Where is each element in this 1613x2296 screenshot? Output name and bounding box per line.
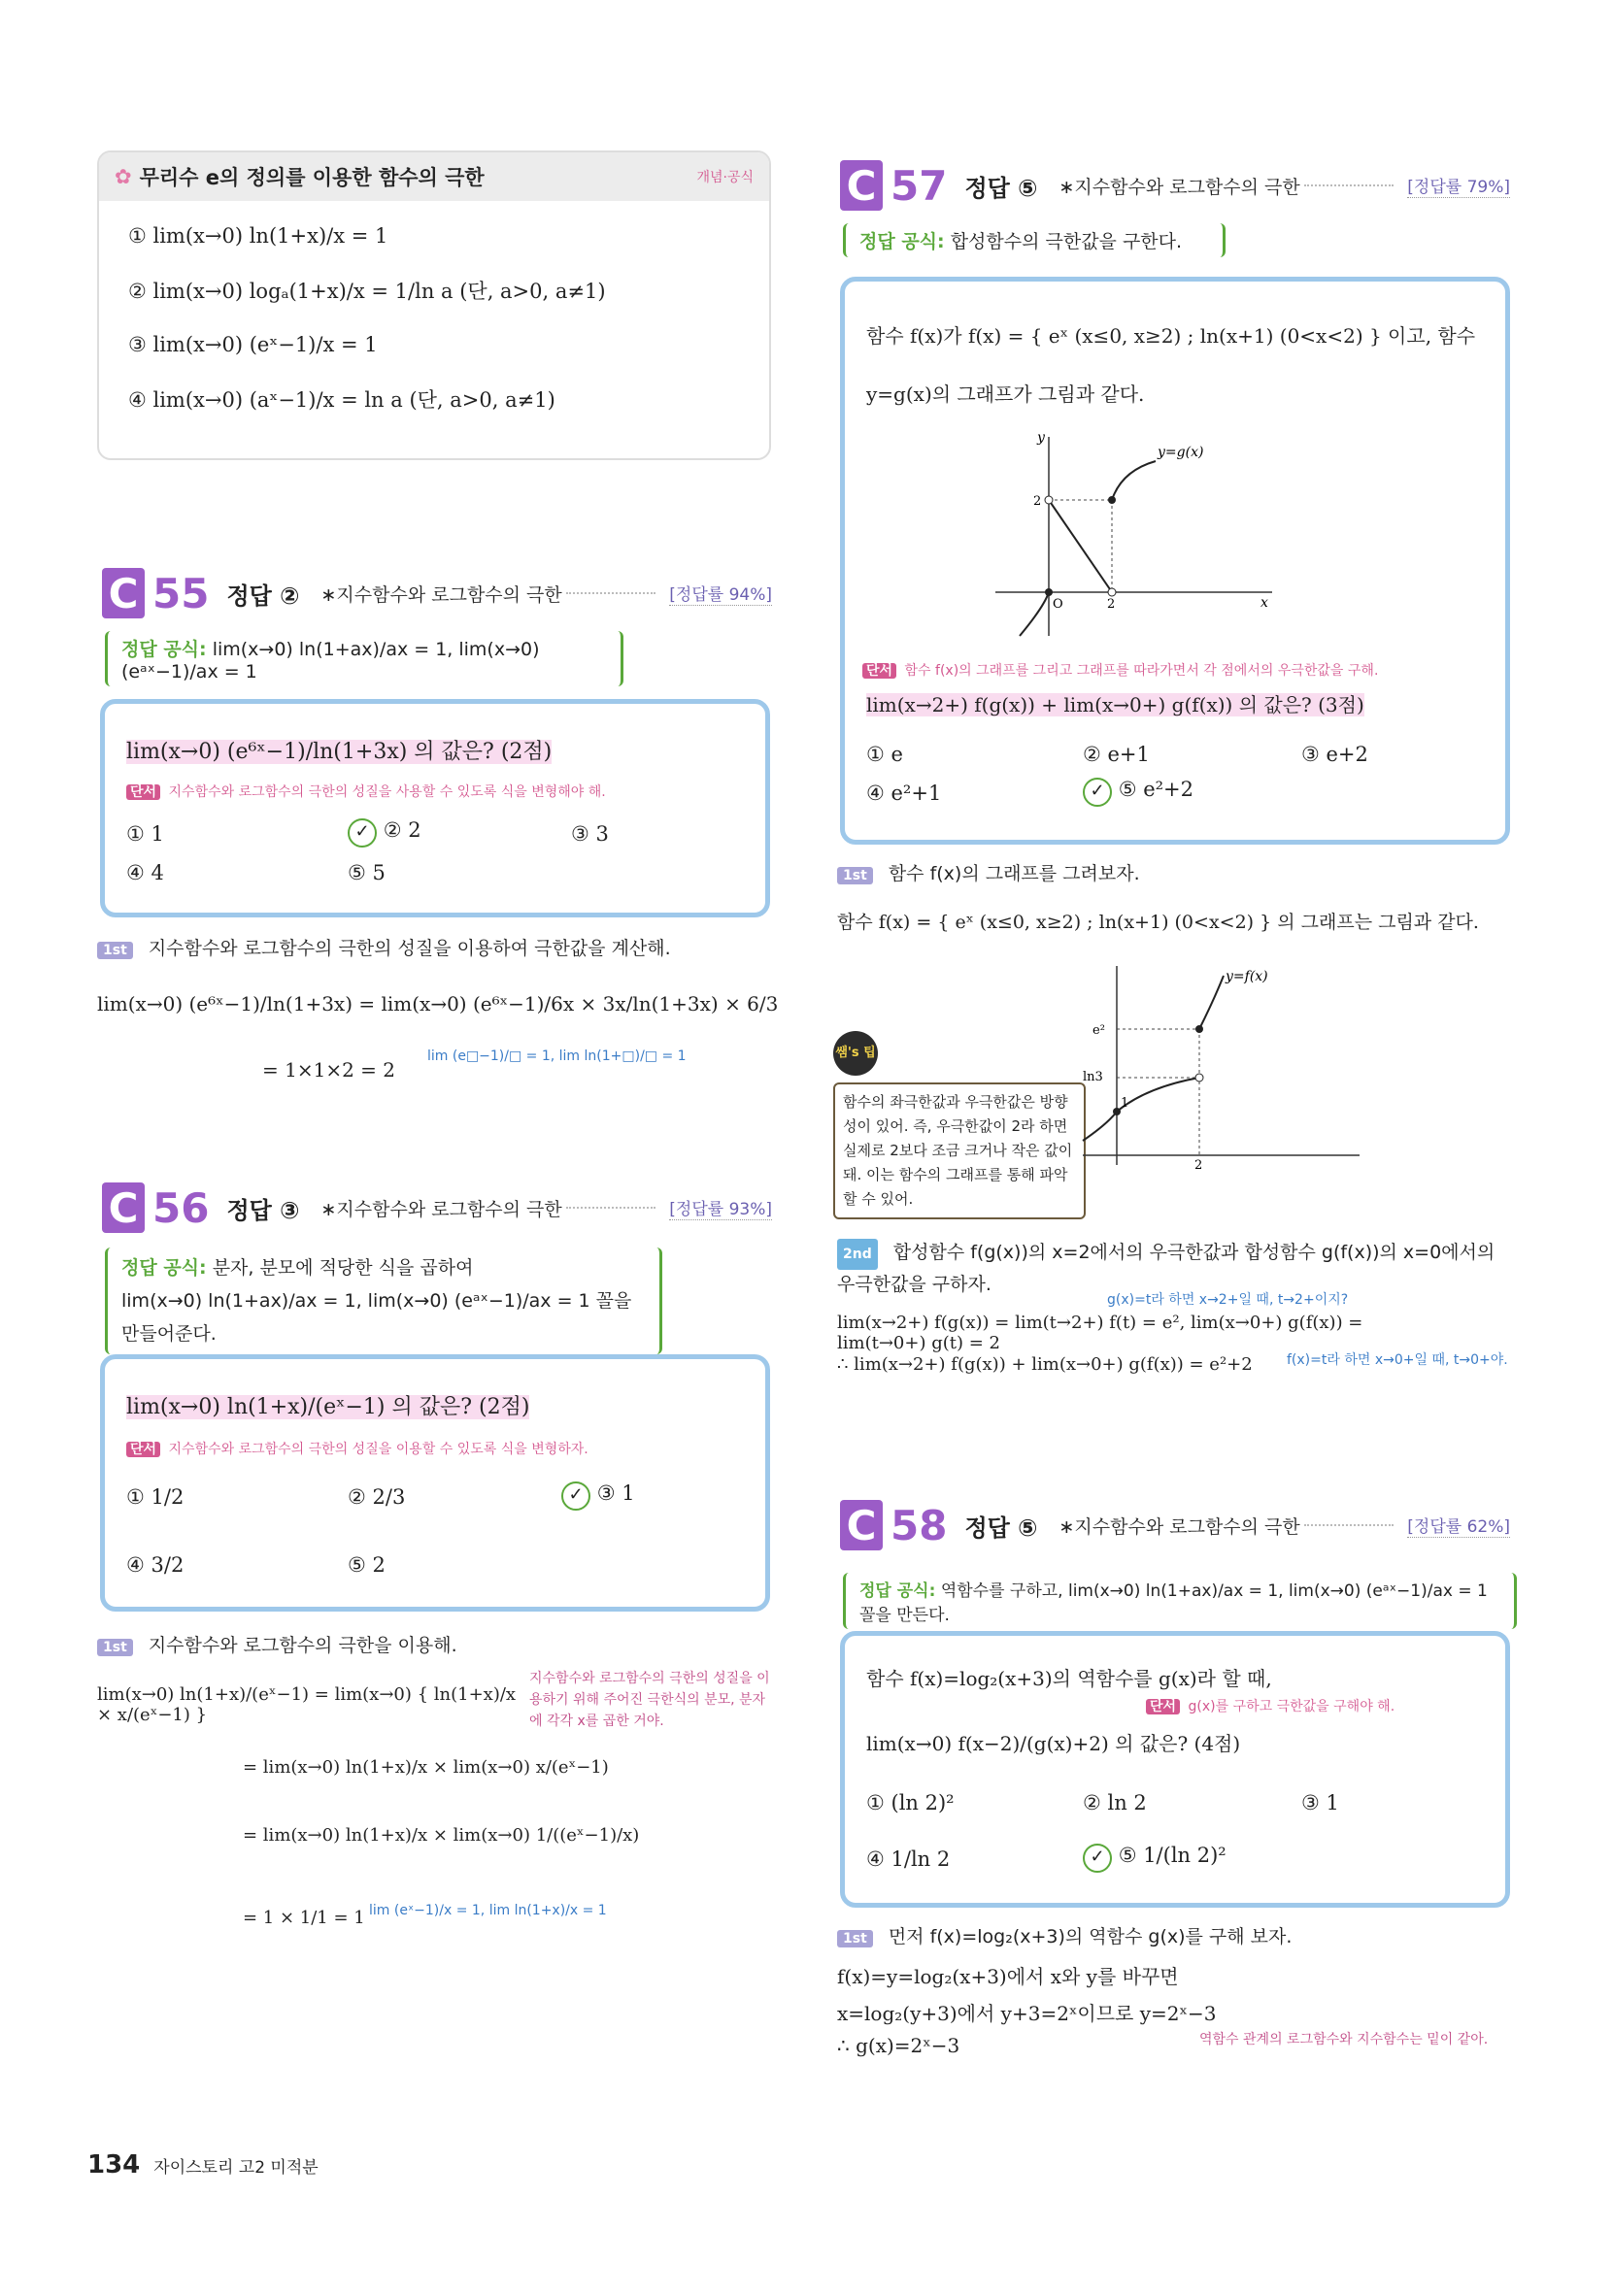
p58-topic: ∗지수함수와 로그함수의 극한 [1059, 1515, 1300, 1538]
p57-graph-f-e2: e² [1092, 1023, 1105, 1038]
p57-solution-line2: lim(x→2+) f(g(x)) = lim(t→2+) f(t) = e², lim(x→0+) g(f(x)) = lim(t→0+) g(t) = 2 [837, 1313, 1363, 1353]
p56-number: 56 [152, 1183, 210, 1232]
p55-question [126, 735, 552, 765]
p57-hint-tag: 단서 [862, 663, 896, 679]
p58-choice-2: ② ln 2 [1083, 1791, 1147, 1814]
p58-header [840, 1500, 1510, 1550]
p57-choice-1: ① e [866, 743, 903, 766]
p58-solution-note: 역함수 관계의 로그함수와 지수함수는 밑이 같아. [1199, 2032, 1489, 2047]
p55-hint [126, 782, 606, 801]
concept-tag: 개념·공식 [696, 170, 754, 185]
p55-question-text: lim(x→0) (e⁶ˣ−1)/ln(1+3x) 의 값은? (2점) [126, 740, 553, 764]
p57-graph-f-label: y=f(x) [1226, 969, 1268, 984]
p58-question: lim(x→0) f(x−2)/(g(x)+2) 의 값은? (4점) [866, 1732, 1241, 1755]
p57-g-segment [1049, 500, 1112, 592]
p58-dots [1304, 1524, 1395, 1526]
p56-header [102, 1182, 772, 1233]
p55-step1-badge: 1st [97, 942, 133, 959]
p58-number: 58 [891, 1501, 948, 1549]
concept-formula-1: ① lim(x→0) ln(1+x)/x = 1 [128, 224, 388, 248]
p56-topic: ∗지수함수와 로그함수의 극한 [320, 1198, 562, 1220]
p58-solution-line2: x=log₂(y+3)에서 y+3=2ˣ이므로 y=2ˣ−3 [837, 2002, 1217, 2025]
p57-question-line2: y=g(x)의 그래프가 그림과 같다. [866, 383, 1145, 406]
p57-note-a: g(x)=t라 하면 x→2+일 때, t→2+이지? [1107, 1292, 1349, 1308]
p58-solution-line1: f(x)=y=log₂(x+3)에서 x와 y를 바꾸면 [837, 1965, 1179, 1988]
p57-key-formula [843, 223, 1226, 257]
p57-graph-y: y [1037, 430, 1045, 446]
p57-f-middle-curve [1117, 1078, 1199, 1112]
p58-level-badge: C [840, 1500, 883, 1550]
p55-solution-line2: = 1×1×2 = 2 [262, 1058, 396, 1081]
p55-key-formula [105, 631, 623, 686]
p57-tip-badge: 쌤's 팁 [833, 1031, 878, 1076]
p56-question-box [100, 1354, 770, 1612]
p57-choice-4: ④ e²+1 [866, 782, 942, 805]
p56-key-label: 정답 공식: [121, 1257, 207, 1279]
p57-header [840, 160, 1510, 211]
p57-topic: ∗지수함수와 로그함수의 극한 [1059, 176, 1300, 198]
p56-correct-mark: ✓ [561, 1481, 590, 1511]
p56-solution-note1: 지수함수와 로그함수의 극한의 성질을 이용하기 위해 주어진 극한식의 분모, 분자에 각각 x를 곱한 거야. [529, 1671, 770, 1729]
p55-number: 55 [152, 569, 210, 617]
p58-choice-5-text: ⑤ 1/(ln 2)² [1118, 1844, 1227, 1867]
p56-solution-line2: = lim(x→0) ln(1+x)/x × lim(x→0) x/(eˣ−1) [243, 1757, 609, 1778]
p57-graph-o: O [1053, 597, 1063, 612]
p58-hint [1146, 1696, 1395, 1715]
p57-choice-3: ③ e+2 [1301, 743, 1368, 766]
p57-g-right-curve [1112, 461, 1156, 500]
p55-hint-text: 지수함수와 로그함수의 극한의 성질을 사용할 수 있도록 식을 변형해야 해. [168, 784, 606, 800]
p57-graph-g [991, 427, 1282, 641]
concept-formula-4: ④ lim(x→0) (aˣ−1)/x = ln a (단, a>0, a≠1) [128, 388, 555, 412]
p58-key-text: 역함수를 구하고, lim(x→0) ln(1+ax)/ax = 1, lim(x→0) (eᵃˣ−1)/ax = 1 꼴을 만든다. [859, 1581, 1488, 1625]
p56-solution-note2: lim (eˣ−1)/x = 1, lim ln(1+x)/x = 1 [369, 1903, 607, 1918]
flower-icon: ✿ [115, 165, 132, 188]
p57-f-left-curve [1083, 1112, 1117, 1141]
p57-step2-text: 합성함수 f(g(x))의 x=2에서의 우극한값과 합성함수 g(f(x))의 x=0에서의 우극한값을 구하자. [837, 1242, 1495, 1295]
p56-key-text1: 분자, 분모에 적당한 식을 곱하여 [212, 1257, 474, 1279]
p56-hint-tag: 단서 [126, 1442, 160, 1457]
p57-graph-label: y=g(x) [1158, 445, 1204, 460]
p56-hint-text: 지수함수와 로그함수의 극한의 성질을 이용할 수 있도록 식을 변형하자. [168, 1442, 588, 1457]
p56-dots [566, 1207, 656, 1209]
concept-formula-3: ③ lim(x→0) (eˣ−1)/x = 1 [128, 333, 378, 356]
p58-solution-line3: ∴ g(x)=2ˣ−3 [837, 2034, 960, 2057]
p57-key-label: 정답 공식: [859, 231, 945, 252]
p56-question [126, 1390, 529, 1420]
p55-choice-1: ① 1 [126, 822, 164, 846]
p57-correct-mark: ✓ [1083, 778, 1112, 807]
p56-choice-3-text: ③ 1 [596, 1481, 635, 1505]
p57-question-text: lim(x→2+) f(g(x)) + lim(x→0+) g(f(x)) 의 값은? (3점) [866, 693, 1364, 716]
p55-choice-5: ⑤ 5 [348, 861, 386, 884]
p57-tip: 함수의 좌극한값과 우극한값은 방향성이 있어. 즉, 우극한값이 2라 하면 실제로 2보다 조금 크거나 작은 값이 돼. 이는 함수의 그래프를 통해 파악할 수 있어. [833, 1082, 1086, 1219]
p56-solution-line4: = 1 × 1/1 = 1 [243, 1908, 365, 1928]
p57-graph-x2: 2 [1107, 597, 1116, 612]
p55-topic: ∗지수함수와 로그함수의 극한 [320, 583, 562, 606]
p55-key-label: 정답 공식: [121, 639, 207, 660]
p57-graph-f-one: 1 [1121, 1096, 1129, 1111]
concept-box [97, 150, 771, 460]
p55-solution-line1: lim(x→0) (e⁶ˣ−1)/ln(1+3x) = lim(x→0) (e⁶ˣ−1)/6x × 3x/ln(1+3x) × 6/3 [97, 992, 779, 1015]
p56-key-text2: lim(x→0) ln(1+ax)/ax = 1, lim(x→0) (eᵃˣ−1)/ax = 1 꼴을 만들어준다. [121, 1290, 632, 1345]
p56-step1-text: 지수함수와 로그함수의 극한을 이용해. [148, 1635, 457, 1656]
p57-step1-text: 함수 f(x)의 그래프를 그려보자. [888, 863, 1140, 884]
p57-level-badge: C [840, 160, 883, 211]
p57-number: 57 [891, 161, 948, 210]
p56-hint [126, 1439, 588, 1458]
p55-choice-2 [348, 818, 421, 848]
p57-dots [1304, 184, 1395, 186]
p56-choice-3 [561, 1481, 635, 1511]
p56-key-row1 [121, 1251, 646, 1284]
p57-graph-y2: 2 [1033, 494, 1042, 509]
concept-header [99, 152, 769, 201]
p58-hint-text: g(x)를 구하고 극한값을 구해야 해. [1188, 1699, 1395, 1714]
p57-solution-line3: ∴ lim(x→2+) f(g(x)) + lim(x→0+) g(f(x)) = e²+2 [837, 1354, 1253, 1375]
p55-step1 [97, 934, 671, 960]
p57-choice-5-text: ⑤ e²+2 [1118, 778, 1193, 801]
p57-question-box [840, 277, 1510, 845]
p56-choice-1: ① 1/2 [126, 1485, 185, 1509]
p57-choice-2: ② e+1 [1083, 743, 1150, 766]
p55-correct-mark: ✓ [348, 818, 377, 848]
p56-step1-badge: 1st [97, 1639, 133, 1656]
p57-step1-badge: 1st [837, 867, 873, 884]
p58-correct-mark: ✓ [1083, 1844, 1112, 1873]
p57-key-text: 합성함수의 극한값을 구한다. [950, 231, 1183, 252]
p58-choice-4: ④ 1/ln 2 [866, 1847, 951, 1871]
p56-choice-4: ④ 3/2 [126, 1553, 185, 1577]
book-title: 자이스토리 고2 미적분 [153, 2158, 319, 2178]
p58-question-box [840, 1631, 1510, 1908]
p57-rate: [정답률 79%] [1407, 173, 1510, 198]
p56-rate: [정답률 93%] [669, 1195, 772, 1220]
p56-level-badge: C [102, 1182, 145, 1233]
p55-header [102, 568, 772, 618]
p57-f-right-curve [1199, 976, 1224, 1029]
p57-answer: 정답 ⑤ [964, 174, 1038, 202]
p56-solution-line1: lim(x→0) ln(1+x)/(eˣ−1) = lim(x→0) { ln(1+x)/x × x/(eˣ−1) } [97, 1684, 517, 1725]
p57-graph-f-two: 2 [1194, 1158, 1203, 1173]
concept-title: 무리수 e의 정의를 이용한 함수의 극한 [139, 166, 485, 189]
p58-choice-5 [1083, 1844, 1227, 1873]
p55-hint-tag: 단서 [126, 784, 160, 800]
p57-step2-badge: 2nd [837, 1239, 878, 1270]
p57-g-left-curve [1020, 592, 1049, 636]
p57-hint [862, 660, 1378, 680]
p57-graph-x: x [1260, 595, 1268, 611]
p58-hint-tag: 단서 [1146, 1699, 1180, 1714]
p57-step1 [837, 859, 1140, 885]
page-footer [87, 2150, 319, 2180]
p57-note-b: f(x)=t라 하면 x→0+일 때, t→0+야. [1287, 1352, 1508, 1368]
p55-choice-3: ③ 3 [571, 822, 609, 846]
p57-question-line1: 함수 f(x)가 f(x) = { eˣ (x≤0, x≥2) ; ln(x+1) (0<x<2) } 이고, 함수 [866, 324, 1476, 348]
p57-hint-text: 함수 f(x)의 그래프를 그리고 그래프를 따라가면서 각 점에서의 우극한값을 구해. [904, 663, 1379, 679]
p57-question [866, 689, 1364, 717]
concept-formulas [99, 201, 769, 426]
p55-choice-4: ④ 4 [126, 861, 164, 884]
p58-choice-3: ③ 1 [1301, 1791, 1339, 1814]
p58-step1-text: 먼저 f(x)=log₂(x+3)의 역함수 g(x)를 구해 보자. [888, 1926, 1293, 1947]
p58-step1 [837, 1922, 1292, 1948]
p57-choice-5 [1083, 778, 1193, 807]
p55-question-box [100, 699, 770, 917]
p56-solution-line3: = lim(x→0) ln(1+x)/x × lim(x→0) 1/((eˣ−1)/x) [243, 1825, 640, 1846]
concept-formula-2: ② lim(x→0) logₐ(1+x)/x = 1/ln a (단, a>0, a≠1) [128, 280, 606, 303]
p57-graph-f [1078, 961, 1369, 1173]
p56-choice-2: ② 2/3 [348, 1485, 406, 1509]
p58-key-formula [843, 1573, 1517, 1629]
p58-question-line1: 함수 f(x)=log₂(x+3)의 역함수를 g(x)라 할 때, [866, 1667, 1272, 1690]
p56-question-text: lim(x→0) ln(1+x)/(eˣ−1) 의 값은? (2점) [126, 1395, 530, 1419]
p55-key-text: lim(x→0) ln(1+ax)/ax = 1, lim(x→0) (eᵃˣ−1)/ax = 1 [121, 639, 540, 682]
p57-graph-f-ln3: ln3 [1083, 1070, 1103, 1084]
p55-answer: 정답 ② [226, 582, 300, 610]
p57-solution-line1: 함수 f(x) = { eˣ (x≤0, x≥2) ; ln(x+1) (0<x<2) } 의 그래프는 그림과 같다. [837, 912, 1479, 933]
p56-step1 [97, 1631, 457, 1657]
p55-solution-note: lim (e□−1)/□ = 1, lim ln(1+□)/□ = 1 [427, 1048, 687, 1064]
p58-step1-badge: 1st [837, 1930, 873, 1947]
p55-level-badge: C [102, 568, 145, 618]
p55-rate: [정답률 94%] [669, 581, 772, 606]
p58-rate: [정답률 62%] [1407, 1513, 1510, 1538]
p55-step1-text: 지수함수와 로그함수의 극한의 성질을 이용하여 극한값을 계산해. [148, 938, 671, 959]
p55-choice-2-text: ② 2 [383, 818, 421, 842]
p58-choice-1: ① (ln 2)² [866, 1791, 955, 1814]
p55-dots [566, 592, 656, 594]
p56-choice-5: ⑤ 2 [348, 1553, 386, 1577]
page-number: 134 [87, 2150, 141, 2180]
p58-answer: 정답 ⑤ [964, 1514, 1038, 1542]
p56-answer: 정답 ③ [226, 1196, 300, 1224]
p58-key-label: 정답 공식: [859, 1581, 936, 1601]
p56-key-formula [105, 1248, 662, 1354]
